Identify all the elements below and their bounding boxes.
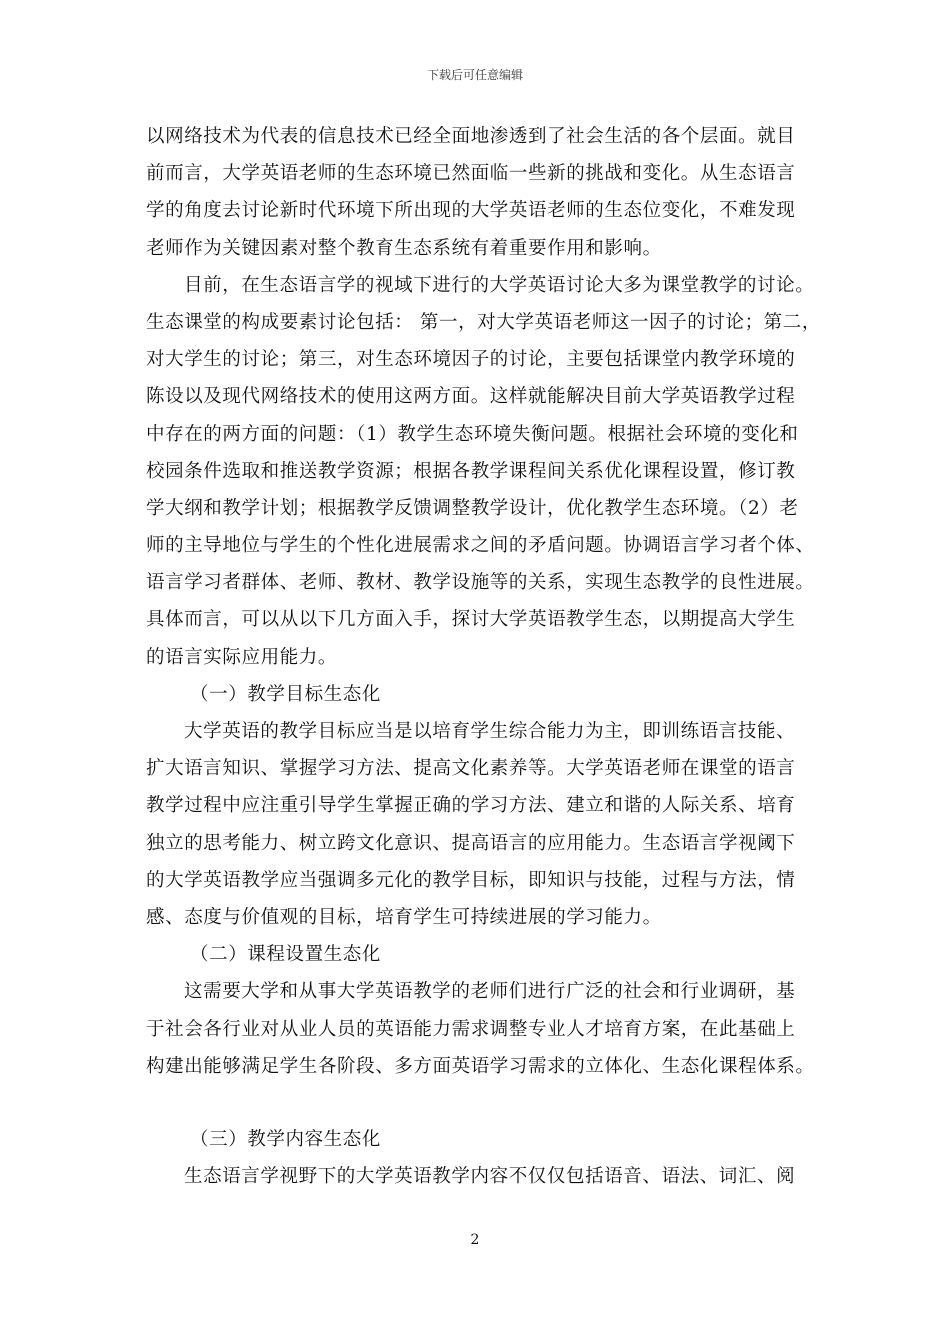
body-line: 于社会各行业对从业人员的英语能力需求调整专业人才培育方案，在此基础上 — [146, 1018, 796, 1040]
body-line: 对大学生的讨论；第三，对生态环境因子的讨论，主要包括课堂内教学环境的 — [146, 349, 796, 371]
body-line: 扩大语言知识、掌握学习方法、提高文化素养等。大学英语老师在课堂的语言 — [146, 758, 796, 780]
body-line: 学的角度去讨论新时代环境下所出现的大学英语老师的生态位变化，不难发现 — [146, 200, 796, 222]
body-line: 老师作为关键因素对整个教育生态系统有着重要作用和影响。 — [146, 237, 662, 259]
section-heading: （三）教学内容生态化 — [190, 1128, 382, 1150]
paragraph-first-line: 大学英语的教学目标应当是以培育学生综合能力为主，即训练语言技能、 — [184, 721, 796, 742]
body-line: 感、态度与价值观的目标，培育学生可持续进展的学习能力。 — [146, 906, 662, 928]
body-line: 的大学英语教学应当强调多元化的教学目标，即知识与技能，过程与方法，情 — [146, 869, 796, 891]
body-line: 陈设以及现代网络技术的使用这两方面。这样就能解决目前大学英语教学过程 — [146, 386, 796, 408]
body-line: 师的主导地位与学生的个性化进展需求之间的矛盾问题。协调语言学习者个体、 — [146, 535, 815, 557]
body-line: 以网络技术为代表的信息技术已经全面地渗透到了社会生活的各个层面。就目 — [146, 126, 796, 147]
page-number: 2 — [470, 1232, 480, 1248]
paragraph-first-line: 生态语言学视野下的大学英语教学内容不仅仅包括语音、语法、词汇、阅 — [184, 1166, 796, 1188]
paragraph-first-line: 目前，在生态语言学的视域下进行的大学英语讨论大多为课堂教学的讨论。 — [184, 274, 815, 296]
body-line: 独立的思考能力、树立跨文化意识、提高语言的应用能力。生态语言学视阈下 — [146, 832, 796, 854]
body-line: 语言学习者群体、老师、教材、教学设施等的关系，实现生态教学的良性进展。 — [146, 572, 815, 594]
body-line: 前而言，大学英语老师的生态环境已然面临一些新的挑战和变化。从生态语言 — [146, 163, 796, 185]
section-heading: （一）教学目标生态化 — [190, 683, 382, 705]
paragraph-first-line: 这需要大学和从事大学英语教学的老师们进行广泛的社会和行业调研，基 — [184, 981, 796, 1003]
body-line: 的语言实际应用能力。 — [146, 646, 338, 668]
body-line: 构建出能够满足学生各阶段、多方面英语学习需求的立体化、生态化课程体系。 — [146, 1055, 815, 1077]
body-line: 生态课堂的构成要素讨论包括： 第一，对大学英语老师这一因子的讨论；第二， — [146, 311, 821, 333]
body-line: 学大纲和教学计划；根据教学反馈调整教学设计，优化教学生态环境。（2）老 — [146, 497, 799, 519]
section-heading: （二）课程设置生态化 — [190, 944, 382, 966]
document-body — [146, 118, 821, 1195]
page-header: 下载后可任意编辑 — [426, 68, 523, 82]
body-line: 校园条件选取和推送教学资源；根据各教学课程间关系优化课程设置，修订教 — [146, 460, 796, 482]
paragraph-gap — [146, 1085, 806, 1121]
body-line: 教学过程中应注重引导学生掌握正确的学习方法、建立和谐的人际关系、培育 — [146, 795, 796, 817]
body-line: 具体而言，可以从以下几方面入手，探讨大学英语教学生态，以期提高大学生 — [146, 609, 796, 631]
body-line: 中存在的两方面的问题：（1）教学生态环境失衡问题。根据社会环境的变化和 — [146, 423, 799, 445]
